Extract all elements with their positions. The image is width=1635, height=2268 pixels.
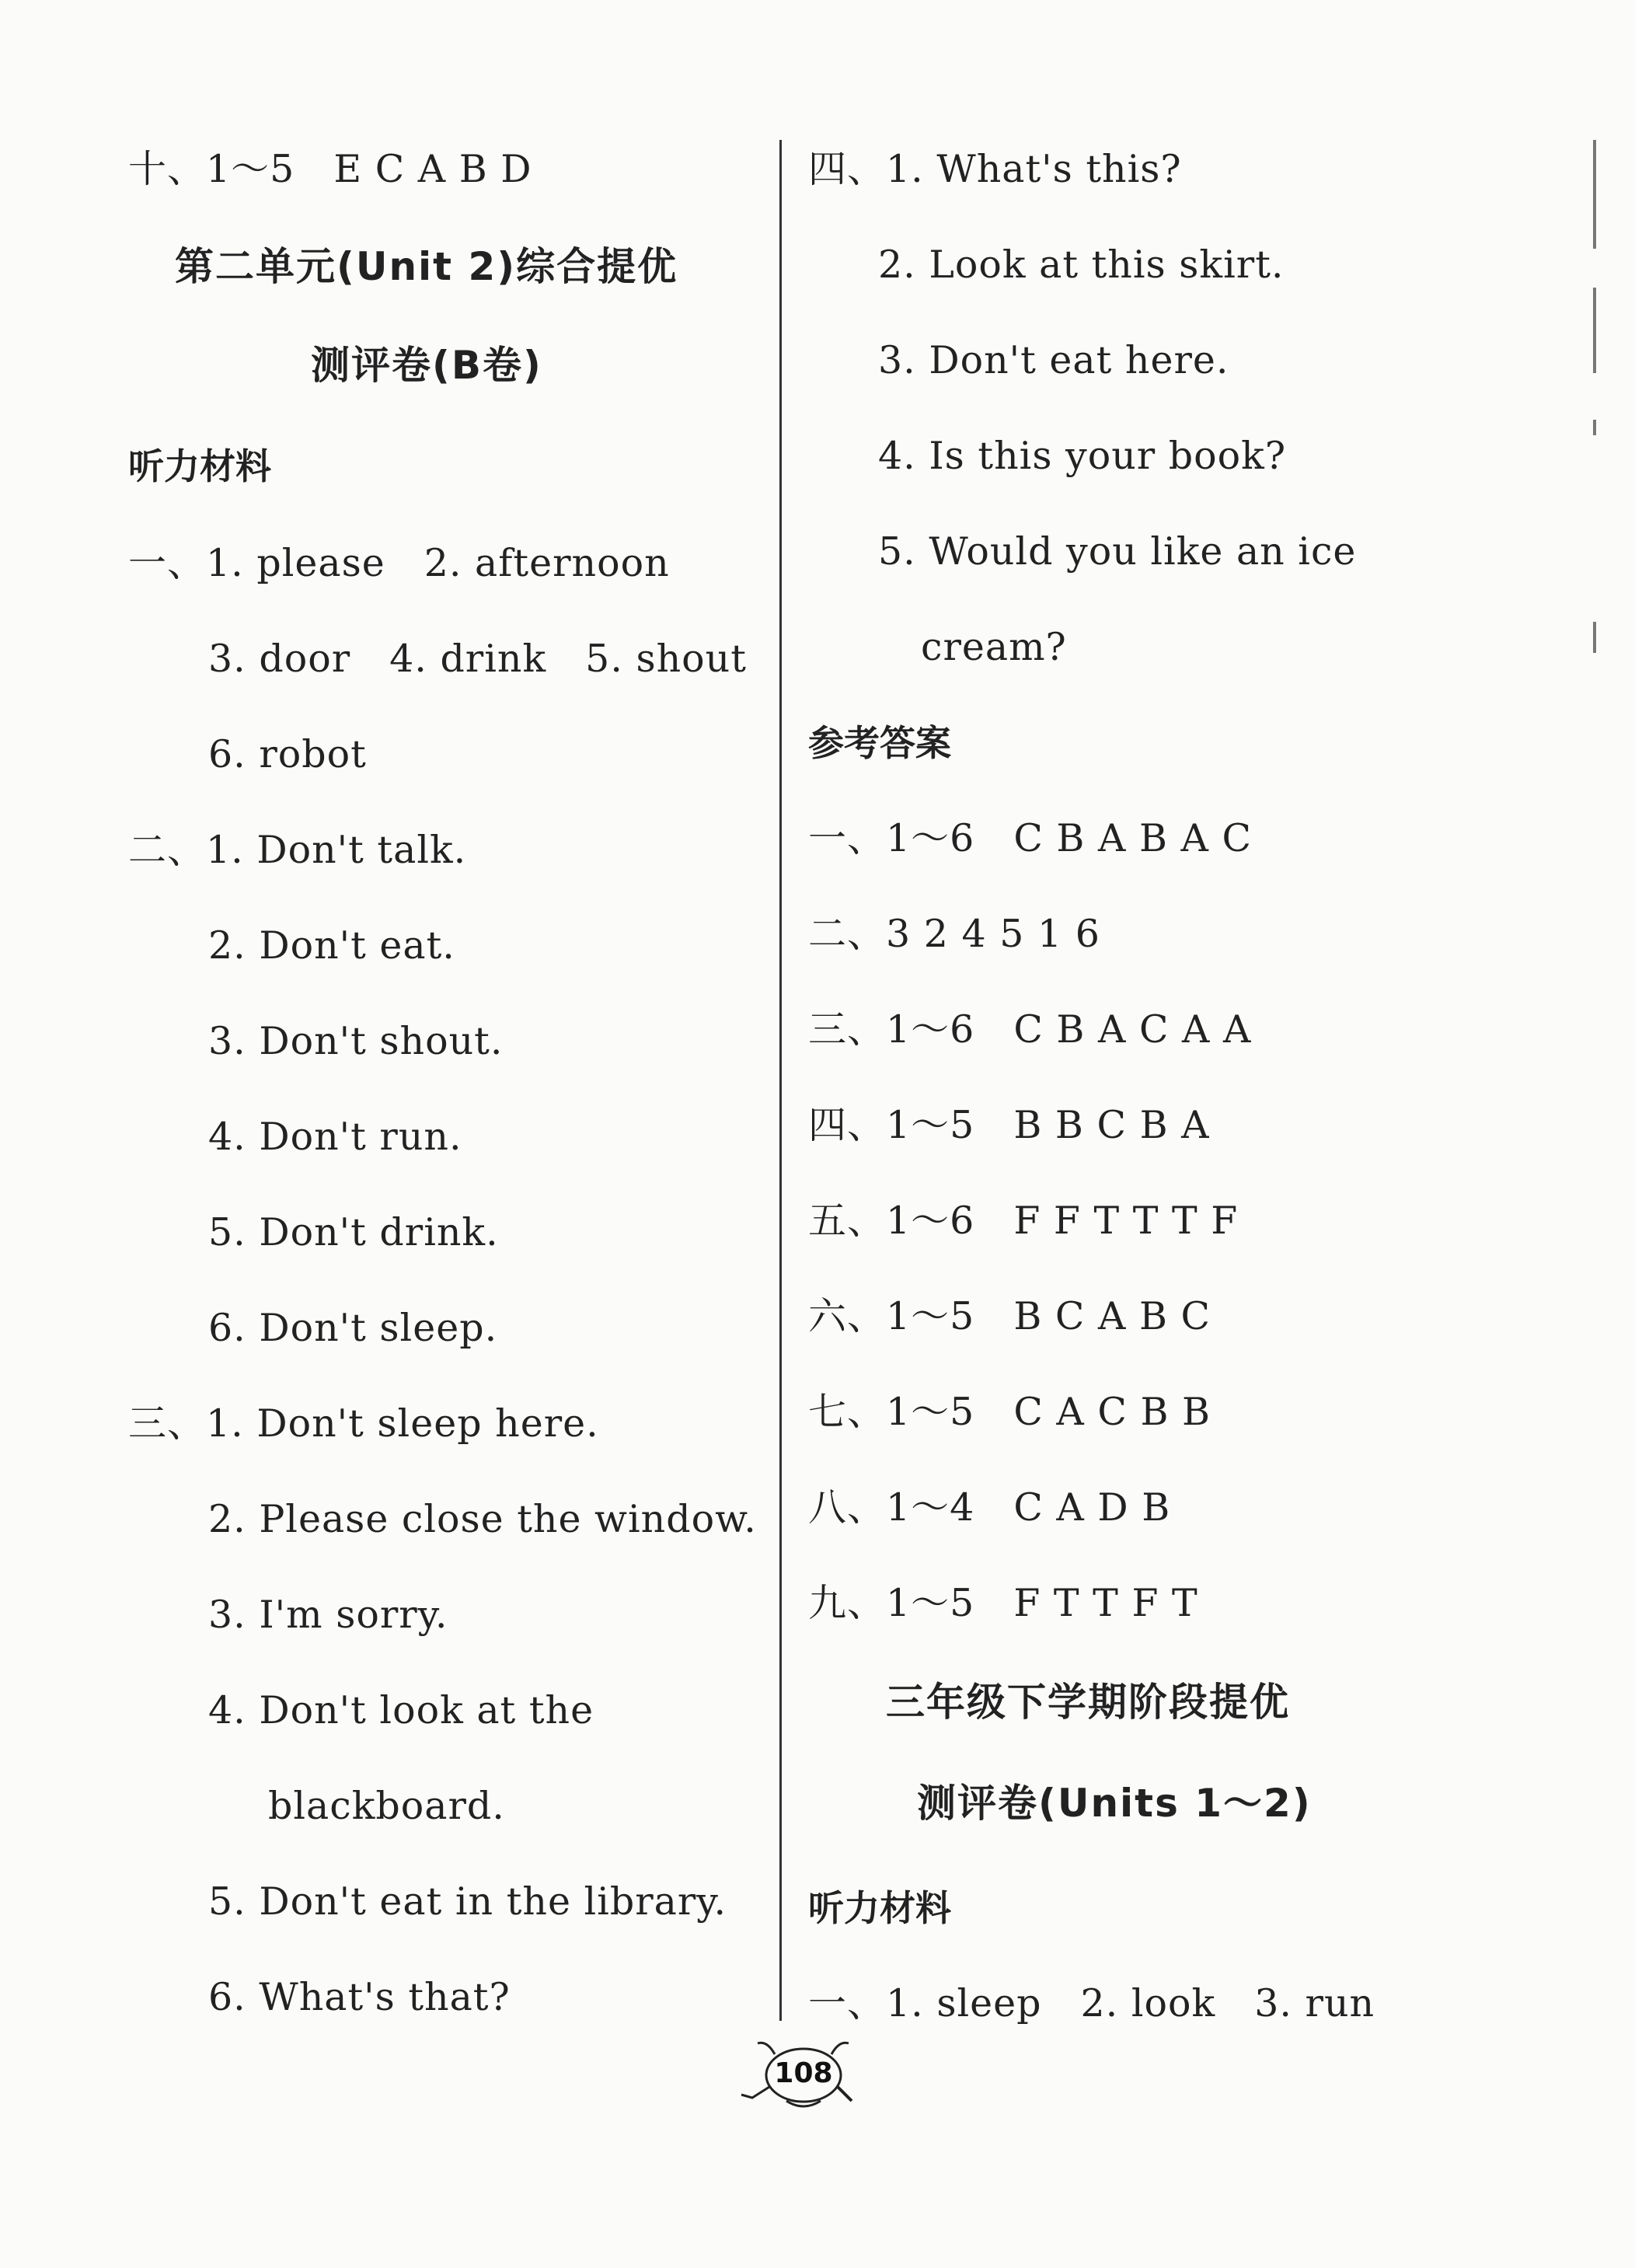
answer-line-10: 十、1～5 E C A B D: [128, 147, 532, 191]
answer-line: 六、1～5 B C A B C: [808, 1294, 1211, 1338]
listening-label: 听力材料: [808, 1887, 951, 1929]
list-item: 3. Don't eat here.: [878, 338, 1229, 382]
answer-line: 一、1～6 C B A B A C: [808, 816, 1253, 860]
list-item: 6. Don't sleep.: [208, 1306, 498, 1350]
list-item: 4. Don't look at the: [208, 1688, 594, 1732]
list-item: 6. What's that?: [208, 1975, 511, 2019]
list-item: 一、1. please 2. afternoon: [128, 541, 670, 585]
column-divider: [779, 140, 782, 2021]
answer-line: 二、3 2 4 5 1 6: [808, 912, 1100, 956]
answer-line: 五、1～6 F F T T T F: [808, 1199, 1239, 1243]
list-item: 5. Don't drink.: [208, 1210, 499, 1254]
list-item: 一、1. sleep 2. look 3. run: [808, 1981, 1375, 2025]
list-item: 4. Don't run.: [208, 1115, 462, 1159]
list-item: 三、1. Don't sleep here.: [128, 1401, 599, 1446]
unit2-title: 第二单元(Unit 2)综合提优: [175, 244, 678, 289]
list-item: cream?: [921, 625, 1067, 669]
answer-line: 八、1～4 C A D B: [808, 1485, 1171, 1530]
list-item: 3. Don't shout.: [208, 1019, 504, 1063]
page-number-badge: [732, 2032, 872, 2118]
scan-edge-marks: [1593, 124, 1601, 668]
answer-line: 七、1～5 C A C B B: [808, 1390, 1211, 1434]
stage-test-subtitle: 测评卷(Units 1～2): [917, 1781, 1312, 1826]
answer-line: 四、1～5 B B C B A: [808, 1103, 1210, 1147]
answers-label: 参考答案: [808, 722, 951, 764]
list-item: 2. Don't eat.: [208, 923, 455, 968]
list-item: 3. I'm sorry.: [208, 1593, 448, 1637]
list-item: 6. robot: [208, 732, 367, 776]
list-item: 3. door 4. drink 5. shout: [208, 637, 747, 681]
list-item: blackboard.: [268, 1784, 505, 1828]
answer-line: 九、1～5 F T T F T: [808, 1581, 1198, 1625]
list-item: 5. Don't eat in the library.: [208, 1879, 727, 1924]
stage-test-title: 三年级下学期阶段提优: [886, 1680, 1290, 1725]
answer-line: 三、1～6 C B A C A A: [808, 1007, 1252, 1052]
page-number: 108: [774, 2057, 833, 2089]
unit2-subtitle: 测评卷(B卷): [311, 343, 542, 388]
list-item: 4. Is this your book?: [878, 434, 1287, 478]
listening-label: 听力材料: [128, 445, 271, 487]
list-item: 5. Would you like an ice: [878, 529, 1357, 574]
list-item: 二、1. Don't talk.: [128, 828, 467, 872]
list-item: 2. Please close the window.: [208, 1497, 757, 1541]
list-item: 2. Look at this skirt.: [878, 243, 1285, 287]
list-item: 四、1. What's this?: [808, 147, 1182, 191]
